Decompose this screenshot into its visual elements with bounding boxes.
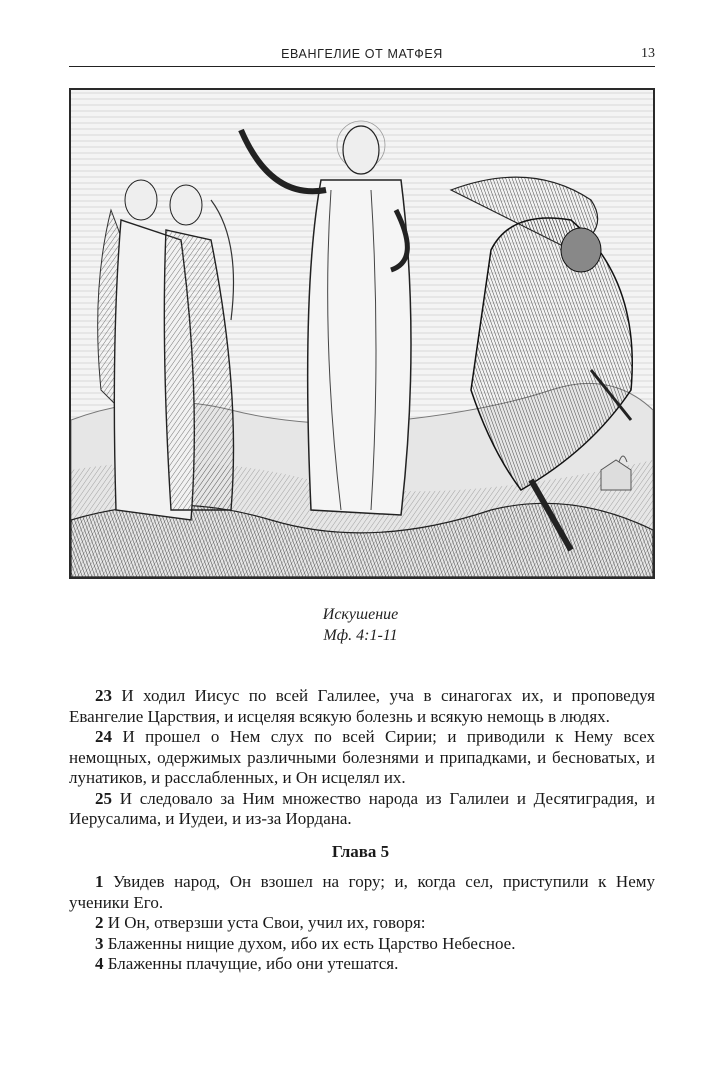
running-header <box>69 47 655 67</box>
verse-text: И следовало за Ним множество народа из Галилеи и Десятиградия, и Иерусалима, и Иудеи, и из-за Иордана. <box>69 788 655 828</box>
temptation-engraving <box>71 90 653 577</box>
verse-paragraph <box>69 789 655 830</box>
chapter4-verses <box>69 686 655 830</box>
verse-number: 1 <box>95 872 104 891</box>
verse-number: 25 <box>95 788 112 808</box>
verse-paragraph <box>69 727 655 789</box>
verse-text: Блаженны нищие духом, ибо их есть Царство Небесное. <box>103 933 516 953</box>
verse-paragraph <box>69 934 655 955</box>
verse-number: 4 <box>95 954 104 973</box>
verse-number: 23 <box>95 686 112 705</box>
caption-reference: Мф. 4:1-11 <box>323 627 398 644</box>
verse-number: 2 <box>95 913 104 932</box>
chapter5-verses <box>69 872 655 975</box>
verse-paragraph <box>69 954 655 975</box>
verse-text: Увидев народ, Он взошел на гору; и, когда сел, приступили к Нему ученики Его. <box>69 872 655 912</box>
verse-paragraph <box>69 872 655 913</box>
verse-number: 3 <box>95 933 104 953</box>
verse-text: И прошел о Нем слух по всей Сирии; и приводили к Нему всех немощных, одержимых различными болезнями и припадками, и бесноватых, и лунатиков, и расслабленных, и Он исцелял их. <box>69 727 655 787</box>
verse-text: Блаженны плачущие, ибо они утешатся. <box>103 954 399 973</box>
chapter-heading: Глава 5 <box>331 842 390 861</box>
running-title: ЕВАНГЕЛИЕ ОТ МАТФЕЯ <box>281 47 443 61</box>
verse-paragraph <box>69 686 655 727</box>
caption-title: Искушение <box>322 606 399 623</box>
verse-text: И Он, отверзши уста Свои, учил их, говоря: <box>103 913 426 932</box>
verse-number: 24 <box>95 727 112 746</box>
verse-text: И ходил Иисус по всей Галилее, уча в синагогах их, и проповедуя Евангелие Царствия, и исцеляя всякую болезнь и всякую немощь в людях. <box>69 686 655 726</box>
engraving-illustration <box>69 88 655 579</box>
header-rule <box>69 66 655 67</box>
page-number: 13 <box>641 46 655 61</box>
verse-paragraph <box>69 913 655 934</box>
